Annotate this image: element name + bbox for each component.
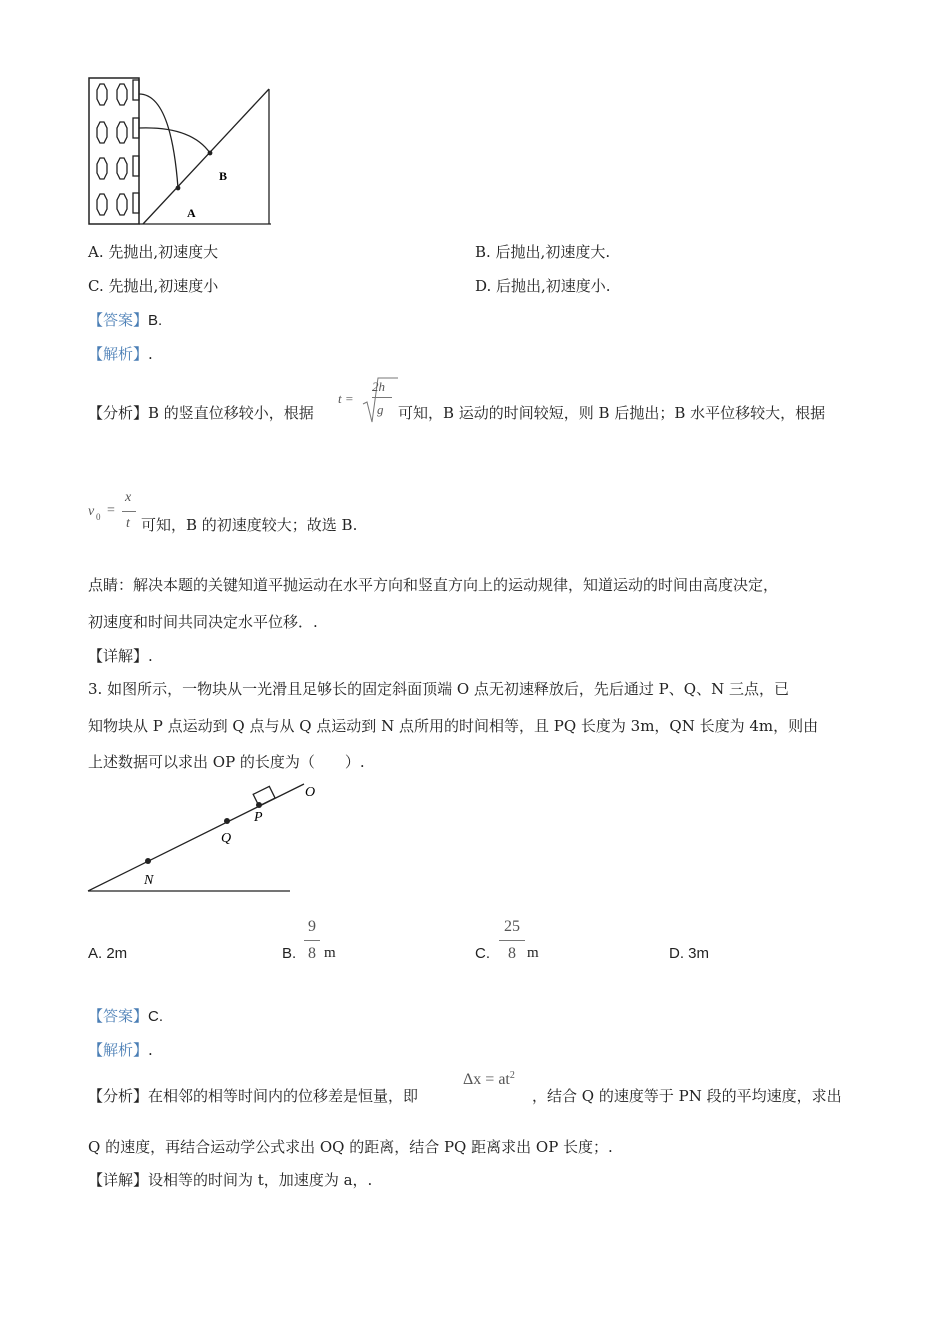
formula-t-den: g	[377, 402, 384, 417]
q2-xiangjie-tag: 【详解】	[88, 647, 149, 665]
q3-answer-tag: 【答案】	[88, 1007, 149, 1025]
trajectory-a	[139, 94, 178, 188]
q3-fenxi-line-1	[88, 1085, 418, 1106]
q3-jiexi-line	[88, 1039, 153, 1060]
label-n: N	[144, 873, 154, 888]
formula-t-num: 2h	[372, 379, 385, 394]
q2-dianjing-2: 初速度和时间共同决定水平位移．.	[88, 613, 318, 631]
q2-formula-v	[88, 490, 140, 536]
q3-jiexi-text: .	[148, 1041, 153, 1059]
formula-v-eq: =	[107, 503, 115, 518]
formula-t-lhs: t =	[338, 391, 354, 406]
q2-fenxi-tag: 【分析】	[88, 404, 149, 422]
formula-v-den: t	[126, 516, 130, 531]
q2-answer-line	[88, 309, 162, 330]
q2-fenxi-text2: 可知，B 运动的时间较短，则 B 后抛出；B 水平位移较大，根据	[398, 404, 826, 422]
q3-option-b-num: 9	[308, 918, 316, 935]
q3-fenxi-text1: 在相邻的相等时间内的位移差是恒量，即	[148, 1087, 419, 1105]
formula-v-num: x	[125, 490, 132, 505]
q2-jiexi-text: .	[148, 345, 153, 363]
q3-option-b-fracline	[304, 940, 320, 941]
label-o: O	[305, 785, 316, 800]
q3-option-b-den: 8	[308, 945, 316, 962]
q3-option-b-label: B.	[282, 945, 297, 962]
q3-formula-body: Δx = at	[463, 1071, 510, 1088]
formula-v-lhs: v	[88, 504, 95, 519]
q3-fenxi-tag: 【分析】	[88, 1087, 149, 1105]
slope-line	[143, 89, 269, 224]
q2-option-b: B. 后抛出,初速度大.	[475, 243, 611, 261]
q2-dianjing-1: 点睛：解决本题的关键知道平抛运动在水平方向和竖直方向上的运动规律，知道运动的时间由高度决定，	[88, 576, 779, 594]
building-windows	[97, 84, 127, 215]
q2-jiexi-line	[88, 343, 153, 364]
label-p: P	[254, 810, 263, 825]
q3-formula	[463, 1070, 515, 1089]
q3-option-c-label: C.	[475, 945, 490, 962]
q2-jiexi-tag: 【解析】	[88, 345, 149, 363]
landing-point-a	[176, 186, 181, 191]
q3-xiangjie-tag: 【详解】	[88, 1171, 149, 1189]
q3-stem-2: 知物块从 P 点运动到 Q 点与从 Q 点运动到 N 点所用的时间相等，且 PQ 长度为 3m，QN 长度为 4m，则由	[88, 717, 819, 735]
block	[253, 786, 275, 806]
q2-option-d: D. 后抛出,初速度小.	[475, 277, 611, 295]
label-a: A	[187, 206, 196, 220]
q3-option-b-unit: m	[324, 945, 336, 961]
q3-jiexi-tag: 【解析】	[88, 1041, 149, 1059]
q2-answer-value: B.	[148, 312, 163, 329]
q3-answer-value: C.	[148, 1008, 164, 1025]
q2-formula-t	[336, 376, 398, 426]
q2-answer-tag: 【答案】	[88, 311, 149, 329]
label-q: Q	[221, 831, 232, 846]
q3-option-a: A. 2m	[88, 945, 128, 962]
landing-point-b	[208, 151, 213, 156]
q3-option-c-den: 8	[508, 945, 516, 962]
q3-option-d: D. 3m	[669, 945, 710, 962]
q3-stem-3: 上述数据可以求出 OP 的长度为（ ）.	[88, 753, 365, 771]
q3-option-c-unit: m	[527, 945, 539, 961]
q3-stem-1: 3. 如图所示，一物块从一光滑且足够长的固定斜面顶端 O 点无初速释放后，先后通过 P、Q、N 三点，已	[88, 680, 789, 698]
q2-fenxi-text1: B 的竖直位移较小，根据	[148, 404, 314, 422]
point-q	[224, 818, 230, 824]
q3-xiangjie-text: 设相等的时间为 t，加速度为 a，.	[148, 1171, 373, 1189]
q2-option-c: C. 先抛出,初速度小	[88, 277, 219, 295]
q2-xiangjie-text: .	[148, 647, 153, 665]
balconies	[133, 80, 139, 213]
q2-fenxi-text3: 可知，B 的初速度较大；故选 B.	[141, 516, 358, 534]
trajectory-b	[139, 128, 210, 153]
incline-figure	[84, 780, 334, 900]
label-b: B	[219, 169, 228, 183]
q3-fenxi-text2: ，结合 Q 的速度等于 PN 段的平均速度，求出	[532, 1087, 842, 1105]
q2-xiangjie-line	[88, 645, 153, 666]
q3-xiangjie-line	[88, 1169, 372, 1190]
formula-v-sub: 0	[96, 512, 101, 522]
q2-fenxi-line-1	[88, 402, 314, 423]
q3-answer-line	[88, 1005, 163, 1026]
q3-option-c-fracline	[499, 940, 525, 941]
q3-fenxi-text3: Q 的速度，再结合运动学公式求出 OQ 的距离，结合 PQ 距离求出 OP 长度；.	[88, 1138, 613, 1156]
point-p	[256, 802, 262, 808]
q2-option-a: A. 先抛出,初速度大	[88, 243, 219, 261]
projectile-figure	[86, 76, 276, 228]
q3-formula-sup: 2	[509, 1070, 515, 1081]
q3-option-c-num: 25	[504, 918, 520, 935]
point-n	[145, 858, 151, 864]
